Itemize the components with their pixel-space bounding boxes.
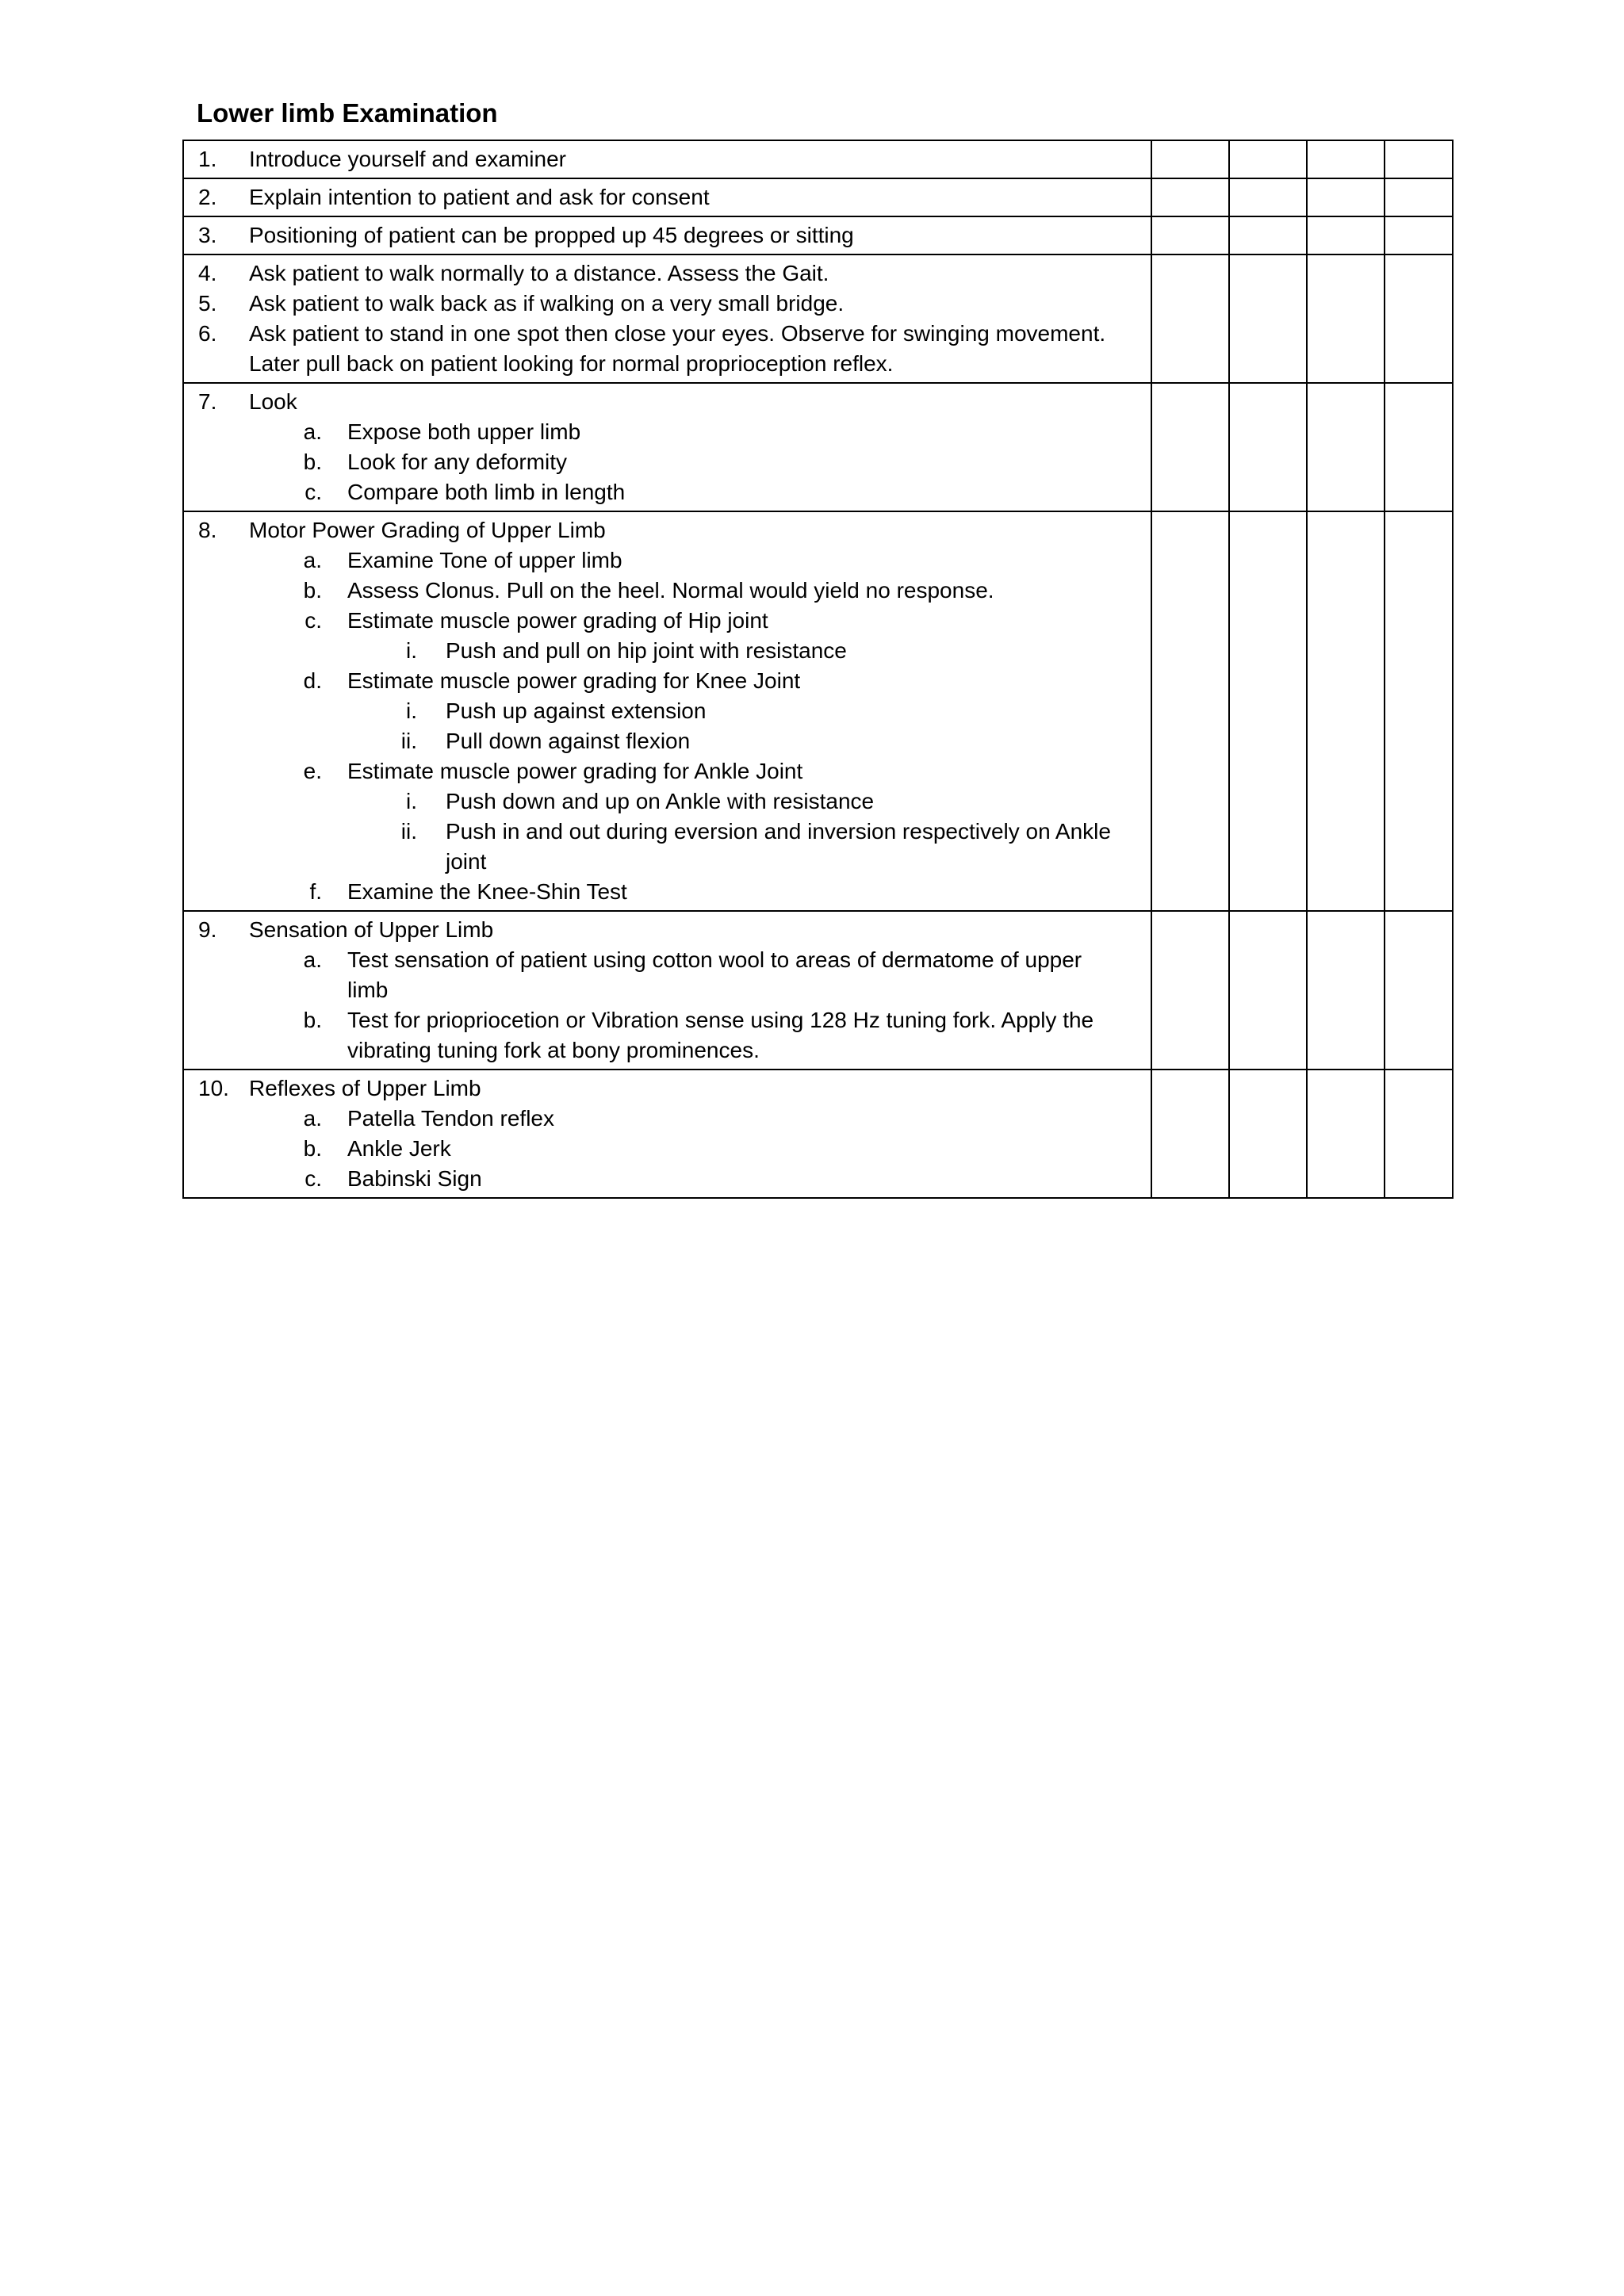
score-box[interactable] bbox=[1307, 216, 1385, 254]
step-line bbox=[184, 786, 1151, 817]
step-line bbox=[184, 576, 1151, 606]
step-line bbox=[184, 447, 1151, 477]
checklist-row bbox=[183, 140, 1453, 178]
step-line bbox=[184, 387, 1151, 417]
sub-step-letter: f. bbox=[309, 879, 322, 904]
score-box[interactable] bbox=[1229, 1070, 1307, 1198]
score-box[interactable] bbox=[1307, 1070, 1385, 1198]
sub-step-letter: b. bbox=[303, 1008, 322, 1032]
step-text: Explain intention to patient and ask for consent bbox=[249, 185, 710, 209]
step-cell bbox=[183, 178, 1151, 216]
score-box[interactable] bbox=[1385, 178, 1453, 216]
step-line bbox=[184, 144, 1151, 174]
step-text: Ask patient to stand in one spot then close your eyes. Observe for swinging movement. Later pull back on patient looking for normal proprioception reflex. bbox=[249, 321, 1106, 376]
step-cell bbox=[183, 254, 1151, 383]
step-text: Push down and up on Ankle with resistance bbox=[446, 789, 875, 813]
score-box[interactable] bbox=[1385, 911, 1453, 1070]
score-box[interactable] bbox=[1229, 254, 1307, 383]
checklist-row bbox=[183, 1070, 1453, 1198]
score-box[interactable] bbox=[1307, 254, 1385, 383]
step-cell bbox=[183, 216, 1151, 254]
score-box[interactable] bbox=[1385, 383, 1453, 511]
score-box[interactable] bbox=[1385, 140, 1453, 178]
step-cell bbox=[183, 383, 1151, 511]
step-line bbox=[184, 756, 1151, 786]
score-box[interactable] bbox=[1151, 140, 1229, 178]
step-cell bbox=[183, 140, 1151, 178]
step-text: Examine Tone of upper limb bbox=[347, 548, 622, 572]
step-number: 5. bbox=[198, 291, 217, 316]
score-box[interactable] bbox=[1151, 383, 1229, 511]
step-text: Motor Power Grading of Upper Limb bbox=[249, 518, 606, 542]
step-line bbox=[184, 417, 1151, 447]
step-number: 3. bbox=[198, 223, 217, 247]
score-box[interactable] bbox=[1229, 511, 1307, 911]
step-line bbox=[184, 289, 1151, 319]
sub-step-letter: d. bbox=[303, 668, 322, 693]
checklist-row bbox=[183, 254, 1453, 383]
score-box[interactable] bbox=[1151, 911, 1229, 1070]
step-text: Ask patient to walk back as if walking on a very small bridge. bbox=[249, 291, 845, 316]
step-line bbox=[184, 696, 1151, 726]
score-box[interactable] bbox=[1307, 140, 1385, 178]
score-box[interactable] bbox=[1229, 383, 1307, 511]
checklist-row bbox=[183, 216, 1453, 254]
step-text: Expose both upper limb bbox=[347, 419, 581, 444]
checklist-body bbox=[183, 140, 1453, 1198]
step-text: Look for any deformity bbox=[347, 450, 568, 474]
sub-step-letter: c. bbox=[304, 608, 322, 633]
step-line bbox=[184, 945, 1151, 1005]
sub-step-letter: b. bbox=[303, 450, 322, 474]
step-number: 1. bbox=[198, 147, 217, 171]
step-number: 4. bbox=[198, 261, 217, 285]
step-line bbox=[184, 726, 1151, 756]
sub-step-letter: a. bbox=[303, 1106, 322, 1131]
step-text: Push and pull on hip joint with resistance bbox=[446, 638, 847, 663]
step-text: Test sensation of patient using cotton wool to areas of dermatome of upper limb bbox=[347, 947, 1082, 1002]
step-text: Examine the Knee-Shin Test bbox=[347, 879, 627, 904]
step-text: Babinski Sign bbox=[347, 1166, 482, 1191]
sub-step-letter: c. bbox=[304, 1166, 322, 1191]
step-number: 6. bbox=[198, 321, 217, 346]
step-line bbox=[184, 1073, 1151, 1104]
sub-step-roman: ii. bbox=[400, 819, 417, 844]
score-box[interactable] bbox=[1385, 216, 1453, 254]
checklist-row bbox=[183, 511, 1453, 911]
checklist-row bbox=[183, 383, 1453, 511]
sub-step-letter: a. bbox=[303, 548, 322, 572]
step-line bbox=[184, 258, 1151, 289]
score-box[interactable] bbox=[1229, 178, 1307, 216]
step-text: Estimate muscle power grading for Knee Joint bbox=[347, 668, 801, 693]
step-cell bbox=[183, 1070, 1151, 1198]
step-text: Positioning of patient can be propped up 45 degrees or sitting bbox=[249, 223, 854, 247]
score-box[interactable] bbox=[1307, 911, 1385, 1070]
step-line bbox=[184, 477, 1151, 507]
score-box[interactable] bbox=[1307, 511, 1385, 911]
step-line bbox=[184, 1134, 1151, 1164]
step-line bbox=[184, 1104, 1151, 1134]
step-text: Pull down against flexion bbox=[446, 729, 691, 753]
checklist-row bbox=[183, 911, 1453, 1070]
score-box[interactable] bbox=[1229, 140, 1307, 178]
step-line bbox=[184, 515, 1151, 545]
step-text: Push in and out during eversion and inversion respectively on Ankle joint bbox=[446, 819, 1111, 874]
step-number: 9. bbox=[198, 917, 217, 942]
step-number: 8. bbox=[198, 518, 217, 542]
step-text: Compare both limb in length bbox=[347, 480, 626, 504]
step-text: Estimate muscle power grading of Hip joint bbox=[347, 608, 768, 633]
step-line bbox=[184, 1164, 1151, 1194]
sub-step-letter: b. bbox=[303, 1136, 322, 1161]
score-box[interactable] bbox=[1229, 911, 1307, 1070]
score-box[interactable] bbox=[1151, 216, 1229, 254]
step-number: 2. bbox=[198, 185, 217, 209]
step-text: Patella Tendon reflex bbox=[347, 1106, 554, 1131]
step-line bbox=[184, 606, 1151, 636]
step-text: Introduce yourself and examiner bbox=[249, 147, 566, 171]
step-number: 10. bbox=[198, 1076, 229, 1100]
score-box[interactable] bbox=[1151, 178, 1229, 216]
step-line bbox=[184, 817, 1151, 877]
step-text: Look bbox=[249, 389, 297, 414]
page-title: Lower limb Examination bbox=[197, 98, 498, 128]
sub-step-letter: b. bbox=[303, 578, 322, 603]
step-line bbox=[184, 220, 1151, 251]
step-line bbox=[184, 545, 1151, 576]
step-line bbox=[184, 319, 1151, 379]
step-text: Push up against extension bbox=[446, 698, 707, 723]
sub-step-roman: i. bbox=[406, 789, 417, 813]
score-box[interactable] bbox=[1229, 216, 1307, 254]
sub-step-letter: c. bbox=[304, 480, 322, 504]
examination-checklist-table bbox=[182, 140, 1454, 1199]
score-box[interactable] bbox=[1151, 254, 1229, 383]
step-number: 7. bbox=[198, 389, 217, 414]
step-cell bbox=[183, 511, 1151, 911]
step-text: Ankle Jerk bbox=[347, 1136, 451, 1161]
score-box[interactable] bbox=[1385, 254, 1453, 383]
step-text: Estimate muscle power grading for Ankle Joint bbox=[347, 759, 803, 783]
score-box[interactable] bbox=[1151, 511, 1229, 911]
sub-step-letter: a. bbox=[303, 947, 322, 972]
score-box[interactable] bbox=[1151, 1070, 1229, 1198]
step-line bbox=[184, 636, 1151, 666]
step-line bbox=[184, 915, 1151, 945]
sub-step-letter: e. bbox=[303, 759, 322, 783]
step-text: Reflexes of Upper Limb bbox=[249, 1076, 481, 1100]
step-text: Assess Clonus. Pull on the heel. Normal would yield no response. bbox=[347, 578, 994, 603]
sub-step-roman: i. bbox=[406, 698, 417, 723]
score-box[interactable] bbox=[1307, 178, 1385, 216]
step-text: Test for priopriocetion or Vibration sense using 128 Hz tuning fork. Apply the vibrating tuning fork at bony prominences. bbox=[347, 1008, 1094, 1062]
step-line bbox=[184, 877, 1151, 907]
step-cell bbox=[183, 911, 1151, 1070]
score-box[interactable] bbox=[1307, 383, 1385, 511]
sub-step-roman: i. bbox=[406, 638, 417, 663]
step-line bbox=[184, 1005, 1151, 1066]
checklist-row bbox=[183, 178, 1453, 216]
score-box[interactable] bbox=[1385, 511, 1453, 911]
sub-step-letter: a. bbox=[303, 419, 322, 444]
step-line bbox=[184, 182, 1151, 212]
step-text: Sensation of Upper Limb bbox=[249, 917, 494, 942]
score-box[interactable] bbox=[1385, 1070, 1453, 1198]
step-text: Ask patient to walk normally to a distance. Assess the Gait. bbox=[249, 261, 829, 285]
step-line bbox=[184, 666, 1151, 696]
sub-step-roman: ii. bbox=[400, 729, 417, 753]
